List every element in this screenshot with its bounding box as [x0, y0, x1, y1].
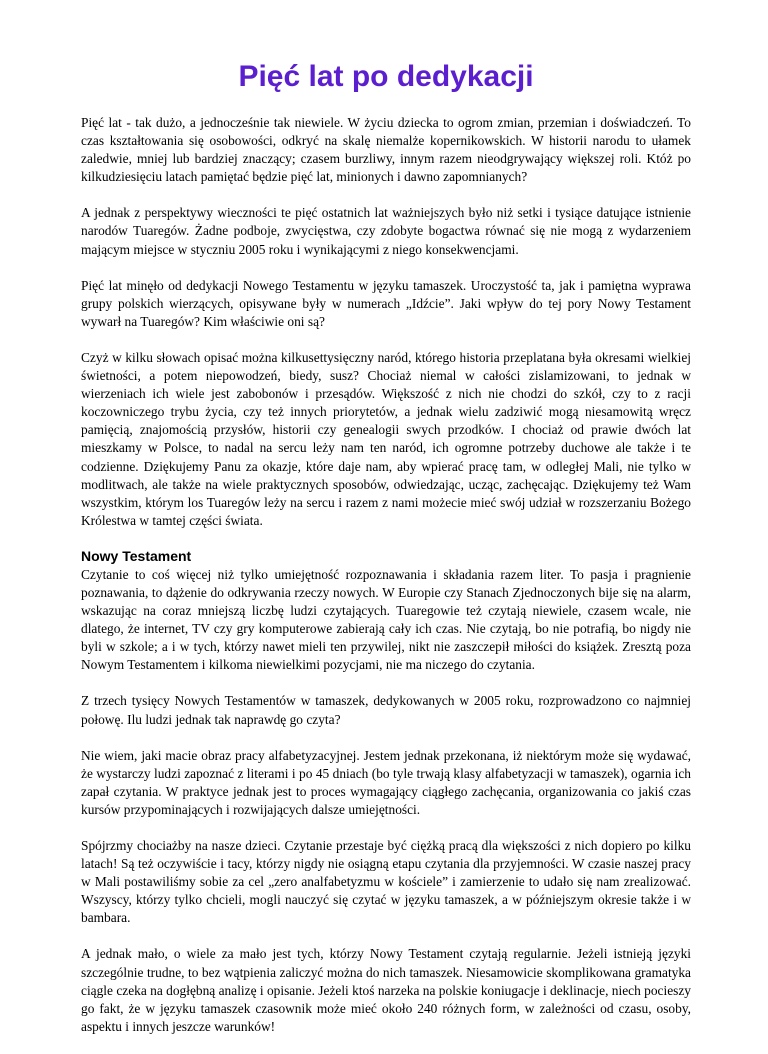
paragraph-intro-3: Pięć lat minęło od dedykacji Nowego Testamentu w języku tamaszek. Uroczystość ta, jak i pamiętna wyprawa grupy polskich wierzących, opisywane były w numerach „Idźcie”. Jaki wpływ do tej pory Nowy Testament wywarł na Tuaregów? Kim właściwie oni są?: [81, 277, 691, 329]
paragraph-intro-2: A jednak z perspektywy wieczności te pięć ostatnich lat ważniejszych było niż setki i tysiące datujące istnienie narodów Tuaregów. Żadne podboje, zwycięstwa, czy zdobyte bogactwa równać się nie mogą z wydarzeniem mającym miejsce w styczniu 2005 roku i wynikającymi z niego konsekwencjami.: [81, 205, 691, 257]
paragraph-section-4: Spójrzmy chociażby na nasze dzieci. Czytanie przestaje być ciężką pracą dla większości z nich dopiero po kilku latach! Są też oczywiście i tacy, którzy nigdy nie osiągną etapu czytania dla przyjemności. W czasie naszej pracy w Mali postawiliśmy sobie za cel „zero analfabetyzmu w kościele” i zamierzenie to udało się nam zrealizować. Wszyscy, którzy tylko chcieli, mogli nauczyć się czytać w języku tamaszek, a w późniejszym okresie także i w bambara.: [81, 838, 691, 926]
paragraph-section-2: Z trzech tysięcy Nowych Testamentów w tamaszek, dedykowanych w 2005 roku, rozprowadzono co najmniej połowę. Ilu ludzi jednak tak naprawdę go czyta?: [81, 693, 691, 727]
document-page: [81, 60, 691, 1054]
section-heading: Nowy Testament: [81, 547, 192, 564]
paragraph-section-1: Czytanie to coś więcej niż tylko umiejętność rozpoznawania i składania razem liter. To pasja i pragnienie poznawania, to dążenie do odkrywania rzeczy nowych. W Europie czy Stanach Zjednoczonych bije się na alarm, wskazując na coraz mniejszą liczbę ludzi czytających. Tuaregowie też czytają niewiele, czasem wcale, nie dlatego, że internet, TV czy gry komputerowe zabierają cały ich czas. Nie czytają, bo nie potrafią, bo nigdy nie byli w szkole; a i w tych, którzy nawet mieli ten przywilej, nikt nie zaszczepił miłości do książek. Zresztą poza Nowym Testamentem i kilkoma niewielkimi pozycjami, nie ma niczego do czytania.: [81, 566, 691, 673]
paragraph-section-5: A jednak mało, o wiele za mało jest tych, którzy Nowy Testament czytają regularnie. Jeżeli istnieją języki szczególnie trudne, to bez wątpienia zaliczyć można do nich tamaszek. Niesamowicie skomplikowana gramatyka ciągle czeka na dogłębną analizę i opisanie. Jeżeli ktoś narzeka na polskie koniugacje i deklinacje, niech pocieszy go fakt, że w języku tamaszek czasownik może mieć około 240 różnych form, w zależności od czasu, osoby, aspektu i innych jeszcze warunków!: [81, 946, 691, 1034]
paragraph-intro-1: Pięć lat - tak dużo, a jednocześnie tak niewiele. W życiu dziecka to ogrom zmian, przemian i doświadczeń. To czas kształtowania się osobowości, odkryć na skalę niemalże kopernikowskich. W historii narodu to ułamek zaledwie, mniej lub bardziej znaczący; czasem burzliwy, innym razem nieodgrywający większej roli. Któż po kilkudziesięciu latach pamiętać będzie pięć lat, minionych i dawno zapomnianych?: [81, 115, 691, 185]
paragraph-intro-4: Czyż w kilku słowach opisać można kilkusettysięczny naród, którego historia przeplatana była okresami wielkiej świetności, a potem niepowodzeń, biedy, susz? Chociaż niemal w całości zislamizowani, to jednak w wierzeniach ich wiele jest zabobonów i przesądów. Większość z nich nie chodzi do szkół, czy to z racji koczowniczego trybu życia, czy też innych priorytetów, a jednak wielu zadziwić mogą niesamowitą wręcz pamięcią, znajomością przysłów, historii czy genealogii swych przodków. I chociaż od prawie dwóch lat mieszkamy w Polsce, to nadal na sercu leży nam ten naród, ich ogromne potrzeby duchowe ale także i te codzienne. Dziękujemy Panu za okazje, które daje nam, aby wpierać pracę tam, w odległej Mali, nie tylko w modlitwach, ale także na wiele praktycznych sposobów, odwiedzając, ucząc, zachęcając. Dziękujemy też Wam wszystkim, którym los Tuaregów leży na sercu i razem z nami możecie mieć swój udział w rozszerzaniu Bożego Królestwa w tamtej części świata.: [81, 349, 691, 528]
paragraph-section-3: Nie wiem, jaki macie obraz pracy alfabetyzacyjnej. Jestem jednak przekonana, iż niektórym może się wydawać, że wystarczy ludzi zapoznać z literami i po 45 dniach (bo tyle trwają klasy alfabetyzacji w tamaszek), ogarnia ich zapał czytania. W praktyce jednak jest to proces wymagający ciągłego zachęcania, organizowania co jakiś czas kursów przypominających i rozwijających dalsze umiejętności.: [81, 747, 691, 817]
page-title: Pięć lat po dedykacji: [238, 60, 534, 93]
